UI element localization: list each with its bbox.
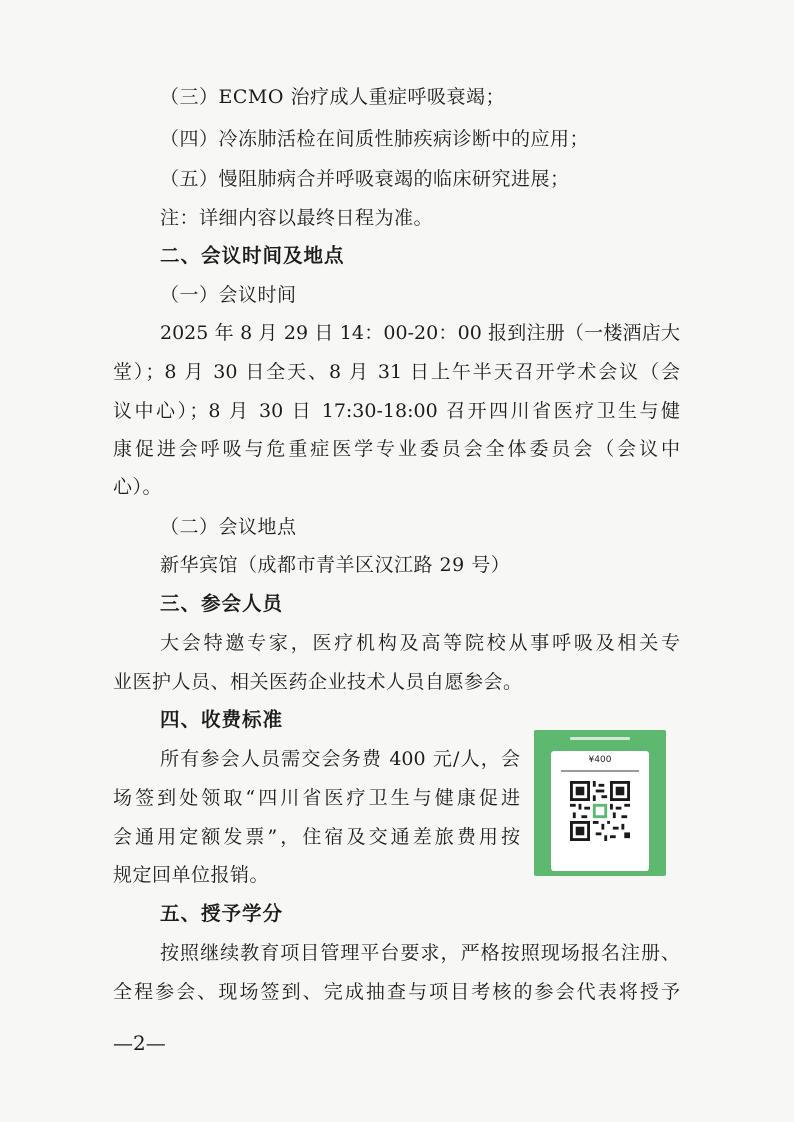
qr-card-header-text-graphic — [570, 736, 630, 742]
fee-line-1: 所有参会人员需交会务费 400 元/人，会 — [160, 748, 520, 770]
section-2-heading: 二、会议时间及地点 — [160, 244, 345, 267]
section-3-heading: 三、参会人员 — [160, 592, 284, 615]
qr-card-header — [534, 736, 666, 744]
payment-qr-card — [534, 730, 666, 876]
attendees-line-1: 大会特邀专家，医疗机构及高等院校从事呼吸及相关专 — [160, 632, 680, 654]
time-line-2: 堂）；8 月 30 日全天、8 月 31 日上午半天召开学术会议（会 — [113, 361, 680, 383]
section-2-sub-1: （一）会议时间 — [160, 284, 297, 306]
qr-amount: ¥400 — [588, 755, 612, 765]
venue-text: 新华宾馆（成都市青羊区汉江路 29 号） — [160, 554, 511, 576]
fee-line-3: 会通用定额发票”，住宿及交通差旅费用按 — [113, 826, 520, 848]
qr-caption-graphic — [555, 768, 645, 774]
attendees-line-2: 业医护人员、相关医药企业技术人员自愿参会。 — [113, 671, 523, 693]
fee-line-2: 场签到处领取“四川省医疗卫生与健康促进 — [113, 787, 520, 809]
agenda-item-5: （五）慢阻肺病合并呼吸衰竭的临床研究进展； — [160, 168, 570, 190]
time-line-3: 议中心）；8 月 30 日 17:30-18:00 召开四川省医疗卫生与健 — [113, 400, 680, 422]
agenda-item-3: （三）ECMO 治疗成人重症呼吸衰竭； — [160, 86, 505, 108]
time-line-5: 心）。 — [113, 476, 163, 498]
section-5-heading: 五、授予学分 — [160, 902, 284, 925]
qr-code-icon — [570, 781, 630, 841]
agenda-item-4: （四）冷冻肺活检在间质性肺疾病诊断中的应用； — [160, 128, 590, 150]
time-line-4: 康促进会呼吸与危重症医学专业委员会全体委员会（会议中 — [113, 438, 680, 460]
time-line-1: 2025 年 8 月 29 日 14：00-20：00 报到注册（一楼酒店大 — [160, 322, 680, 344]
credits-line-1: 按照继续教育项目管理平台要求，严格按照现场报名注册、 — [160, 942, 680, 964]
credits-line-2: 全程参会、现场签到、完成抽查与项目考核的参会代表将授予 — [113, 981, 680, 1003]
fee-line-4: 规定回单位报销。 — [113, 864, 270, 886]
agenda-note: 注：详细内容以最终日程为准。 — [160, 207, 434, 229]
qr-inner-panel — [551, 751, 649, 871]
section-2-sub-2: （二）会议地点 — [160, 516, 297, 538]
page-number: —2— — [113, 1031, 166, 1055]
section-4-heading: 四、收费标准 — [160, 708, 284, 731]
